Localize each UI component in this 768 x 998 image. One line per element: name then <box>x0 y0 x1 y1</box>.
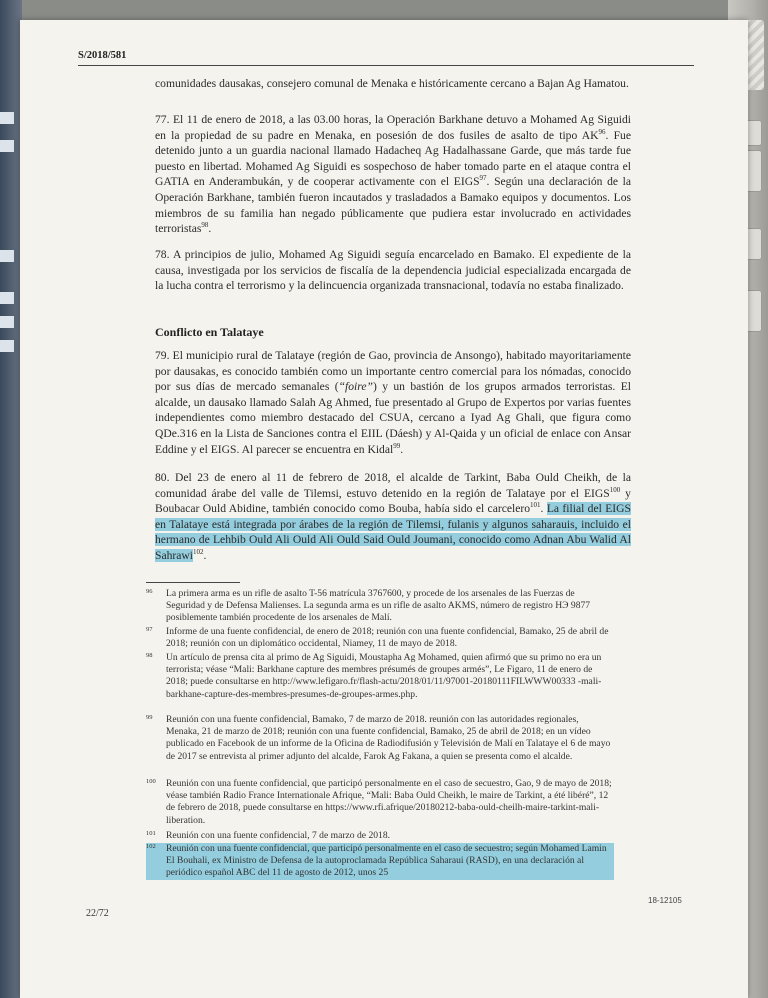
background-fragment <box>0 316 14 328</box>
section-heading: Conflicto en Talataye <box>155 325 264 339</box>
footnote <box>146 843 614 880</box>
footnote-text: Un artículo de prensa cita al primo de Ag Siguidi, Moustapha Ag Mohamed, quien afirmó que su primo no era un terrorista; véase “Mali: Barkhane capture des membres présumés de groupes armés”, Le Figaro, 11 de enero de 2018; puede consultarse en http://www.lefigaro.fr/flash-actu/2018/01/11/97001-20180111FILWWW00333 -mali-barkhane-capture-des-membres-presumes-de-groupes-armes.php. <box>166 652 602 700</box>
footnote-ref: 96 <box>598 127 606 136</box>
footnote-ref: 99 <box>393 441 401 450</box>
background-screen-left <box>0 0 22 998</box>
background-fragment <box>0 292 14 304</box>
footnote-ref: 102 <box>193 548 204 557</box>
document-code: 18-12105 <box>648 896 682 905</box>
paragraph-80-text: y Boubacar Ould Abidine, también conocido como Bouba, había sido el carcelero <box>155 486 631 516</box>
footnote-ref: 101 <box>530 501 541 510</box>
background-fragment <box>0 140 14 152</box>
paragraph-77-text: . Fue detenido junto a un guardia nacional llamado Hadacheq Ag Hadalhassane Garde, que más tarde fue puesto en libertad. Mohamed Ag Siguidi es sospechoso de haber tomado parte en el ataque contra el GATIA en Anderambukán, y de cooperar activamente con el EIGS <box>155 128 631 189</box>
footnote-text: Reunión con una fuente confidencial, Bamako, 7 de marzo de 2018. reunión con las autoridades regionales, Menaka, 21 de marzo de 2018; reunión con una fuente confidencial, Bamako, 25 de abril de 2018; en un vídeo publicado en Facebook de un informe de la Oficina de Radiodifusión y Televisión de Malí en Talataye el 6 de mayo de 2017 se entrevista al primer adjunto del alcalde, Farok Ag Fakana, a quien se presenta como el alcalde. <box>166 714 611 762</box>
footnote-number: 101 <box>146 830 156 837</box>
paragraph-77-text: . <box>208 222 212 236</box>
paragraph-77-text: 77. El 11 de enero de 2018, a las 03.00 horas, la Operación Barkhane detuvo a Mohamed Ag Siguidi en la propiedad de su padre en Menaka, en posesión de dos fusiles de asalto de tipo AK <box>155 113 631 142</box>
footnote <box>146 626 614 650</box>
footnote-ref: 97 <box>479 174 487 183</box>
footnote-number: 98 <box>146 652 153 659</box>
background-fragment <box>0 340 14 352</box>
background-fragment <box>0 250 14 262</box>
footnote-text: Reunión con una fuente confidencial, que participó personalmente en el caso de secuestro, Gao, 9 de mayo de 2018; véase también Radio France Internationale Afrique, “Mali: Baba Ould Cheikh, le maire de Tarkint, a été libéré”, 12 de febrero de 2018, puede consultarse en https://www.rfi.afrique/20180212-baba-ould-cheilh-maire-tarkint-mali-liberation. <box>166 778 612 826</box>
paragraph-79-text: . <box>400 442 404 456</box>
footnote-number: 99 <box>146 714 153 721</box>
footnote-number: 97 <box>146 626 153 633</box>
paragraph-80-text: . <box>203 548 207 562</box>
paragraph-80-text: 80. Del 23 de enero al 11 de febrero de 2018, el alcalde de Tarkint, Baba Ould Cheikh, de la comunidad árabe del valle de Tilemsi, estuvo detenido en la región de Talataye por el EIGS <box>155 471 631 500</box>
header-rule <box>78 65 694 66</box>
footnote-ref: 100 <box>609 485 621 494</box>
paragraph-79-text: 79. El municipio rural de Talataye (región de Gao, provincia de Ansongo), habitado mayoritariamente por dausakas, es conocido también como un importante centro comercial para los nómadas, conocido por sus días de mercado semanales ( <box>155 349 631 394</box>
paragraph-77-text: . Según una declaración de la Operación Barkhane, también fueron incautados y trasladados a Bamako equipos y documentos. Los miembros de su familia han negado públicamente que pudiera estar involucrado en actividades terroristas <box>155 175 631 236</box>
background-fragment <box>0 112 14 124</box>
paragraph-80 <box>155 470 631 564</box>
footnote-number: 96 <box>146 588 153 595</box>
footnote-number: 102 <box>146 843 156 850</box>
paragraph-intro: comunidades dausakas, consejero comunal de Menaka e históricamente cercano a Bajan Ag Hamatou. <box>155 77 629 90</box>
footnote-ref: 98 <box>201 221 209 230</box>
footnote <box>146 830 614 842</box>
footnote-text-highlighted: Reunión con una fuente confidencial, que participó personalmente en el caso de secuestro; según Mohamed Lamin El Bouhali, ex Ministro de Defensa de la autoproclamada República Saharaui (RASD), en una declaración al periódico español ABC del 11 de agosto de 2012, unos 25 <box>146 843 614 880</box>
document-symbol: S/2018/581 <box>78 50 127 61</box>
footnote <box>146 714 614 763</box>
paragraph-79-text: ) y un bastión de los grupos armados terroristas. El alcalde, un dausako llamado Salah Ag Ahmed, fue presentado al Grupo de Expertos por varias fuentes independientes como miembro destacado del CSUA, cercano a Iyad Ag Ghali, que figura como QDe.316 en la Lista de Sanciones contra el EIIL (Dáesh) y Al-Qaida y un oficial de enlace con Ansar Eddine y el EIGS. Al parecer se encuentra en Kidal <box>155 380 631 456</box>
paragraph-80-text: . <box>540 502 547 516</box>
paragraph-79 <box>155 348 631 457</box>
page-number: 22/72 <box>86 908 109 919</box>
footnote-text: La primera arma es un rifle de asalto T-56 matrícula 3767600, y procede de los arsenales de las Fuerzas de Seguridad y de Defensa Malienses. La segunda arma es un rifle de asalto AKMS, número de registro НЭ 9877 posiblemente también procedente de los arsenales de Malí. <box>166 588 591 624</box>
paragraph-77 <box>155 112 631 237</box>
footnote <box>146 652 614 701</box>
highlighted-text: La filial del EIGS en Talataye está integrada por árabes de la región de Tilemsi, fulanis y algunos saharauis, incluido el hermano de Lehbib Ould Ali Ould Ali Ould Said Ould Joumani, conocido como Adnan Abu Walid Al Sahrawi <box>155 502 631 562</box>
footnote-text: Informe de una fuente confidencial, de enero de 2018; reunión con una fuente confidencial, Bamako, 25 de abril de 2018; reunión con un diplomático occidental, Niamey, 11 de mayo de 2018. <box>166 626 609 650</box>
document-page <box>20 20 748 998</box>
footnote <box>146 778 614 827</box>
footnote-number: 100 <box>146 778 156 785</box>
paragraph-79-italic: “foire” <box>338 380 373 394</box>
footnote <box>146 588 614 625</box>
paragraph-78: 78. A principios de julio, Mohamed Ag Siguidi seguía encarcelado en Bamako. El expediente de la causa, investigada por los servicios de fiscalía de la dependencia judicial especializada encargada de la lucha contra el terrorismo y la delincuencia organizada transnacional, todavía no estaba finalizado. <box>155 248 631 293</box>
footnote-text: Reunión con una fuente confidencial, 7 de marzo de 2018. <box>166 830 391 841</box>
footnote-rule <box>146 582 240 583</box>
